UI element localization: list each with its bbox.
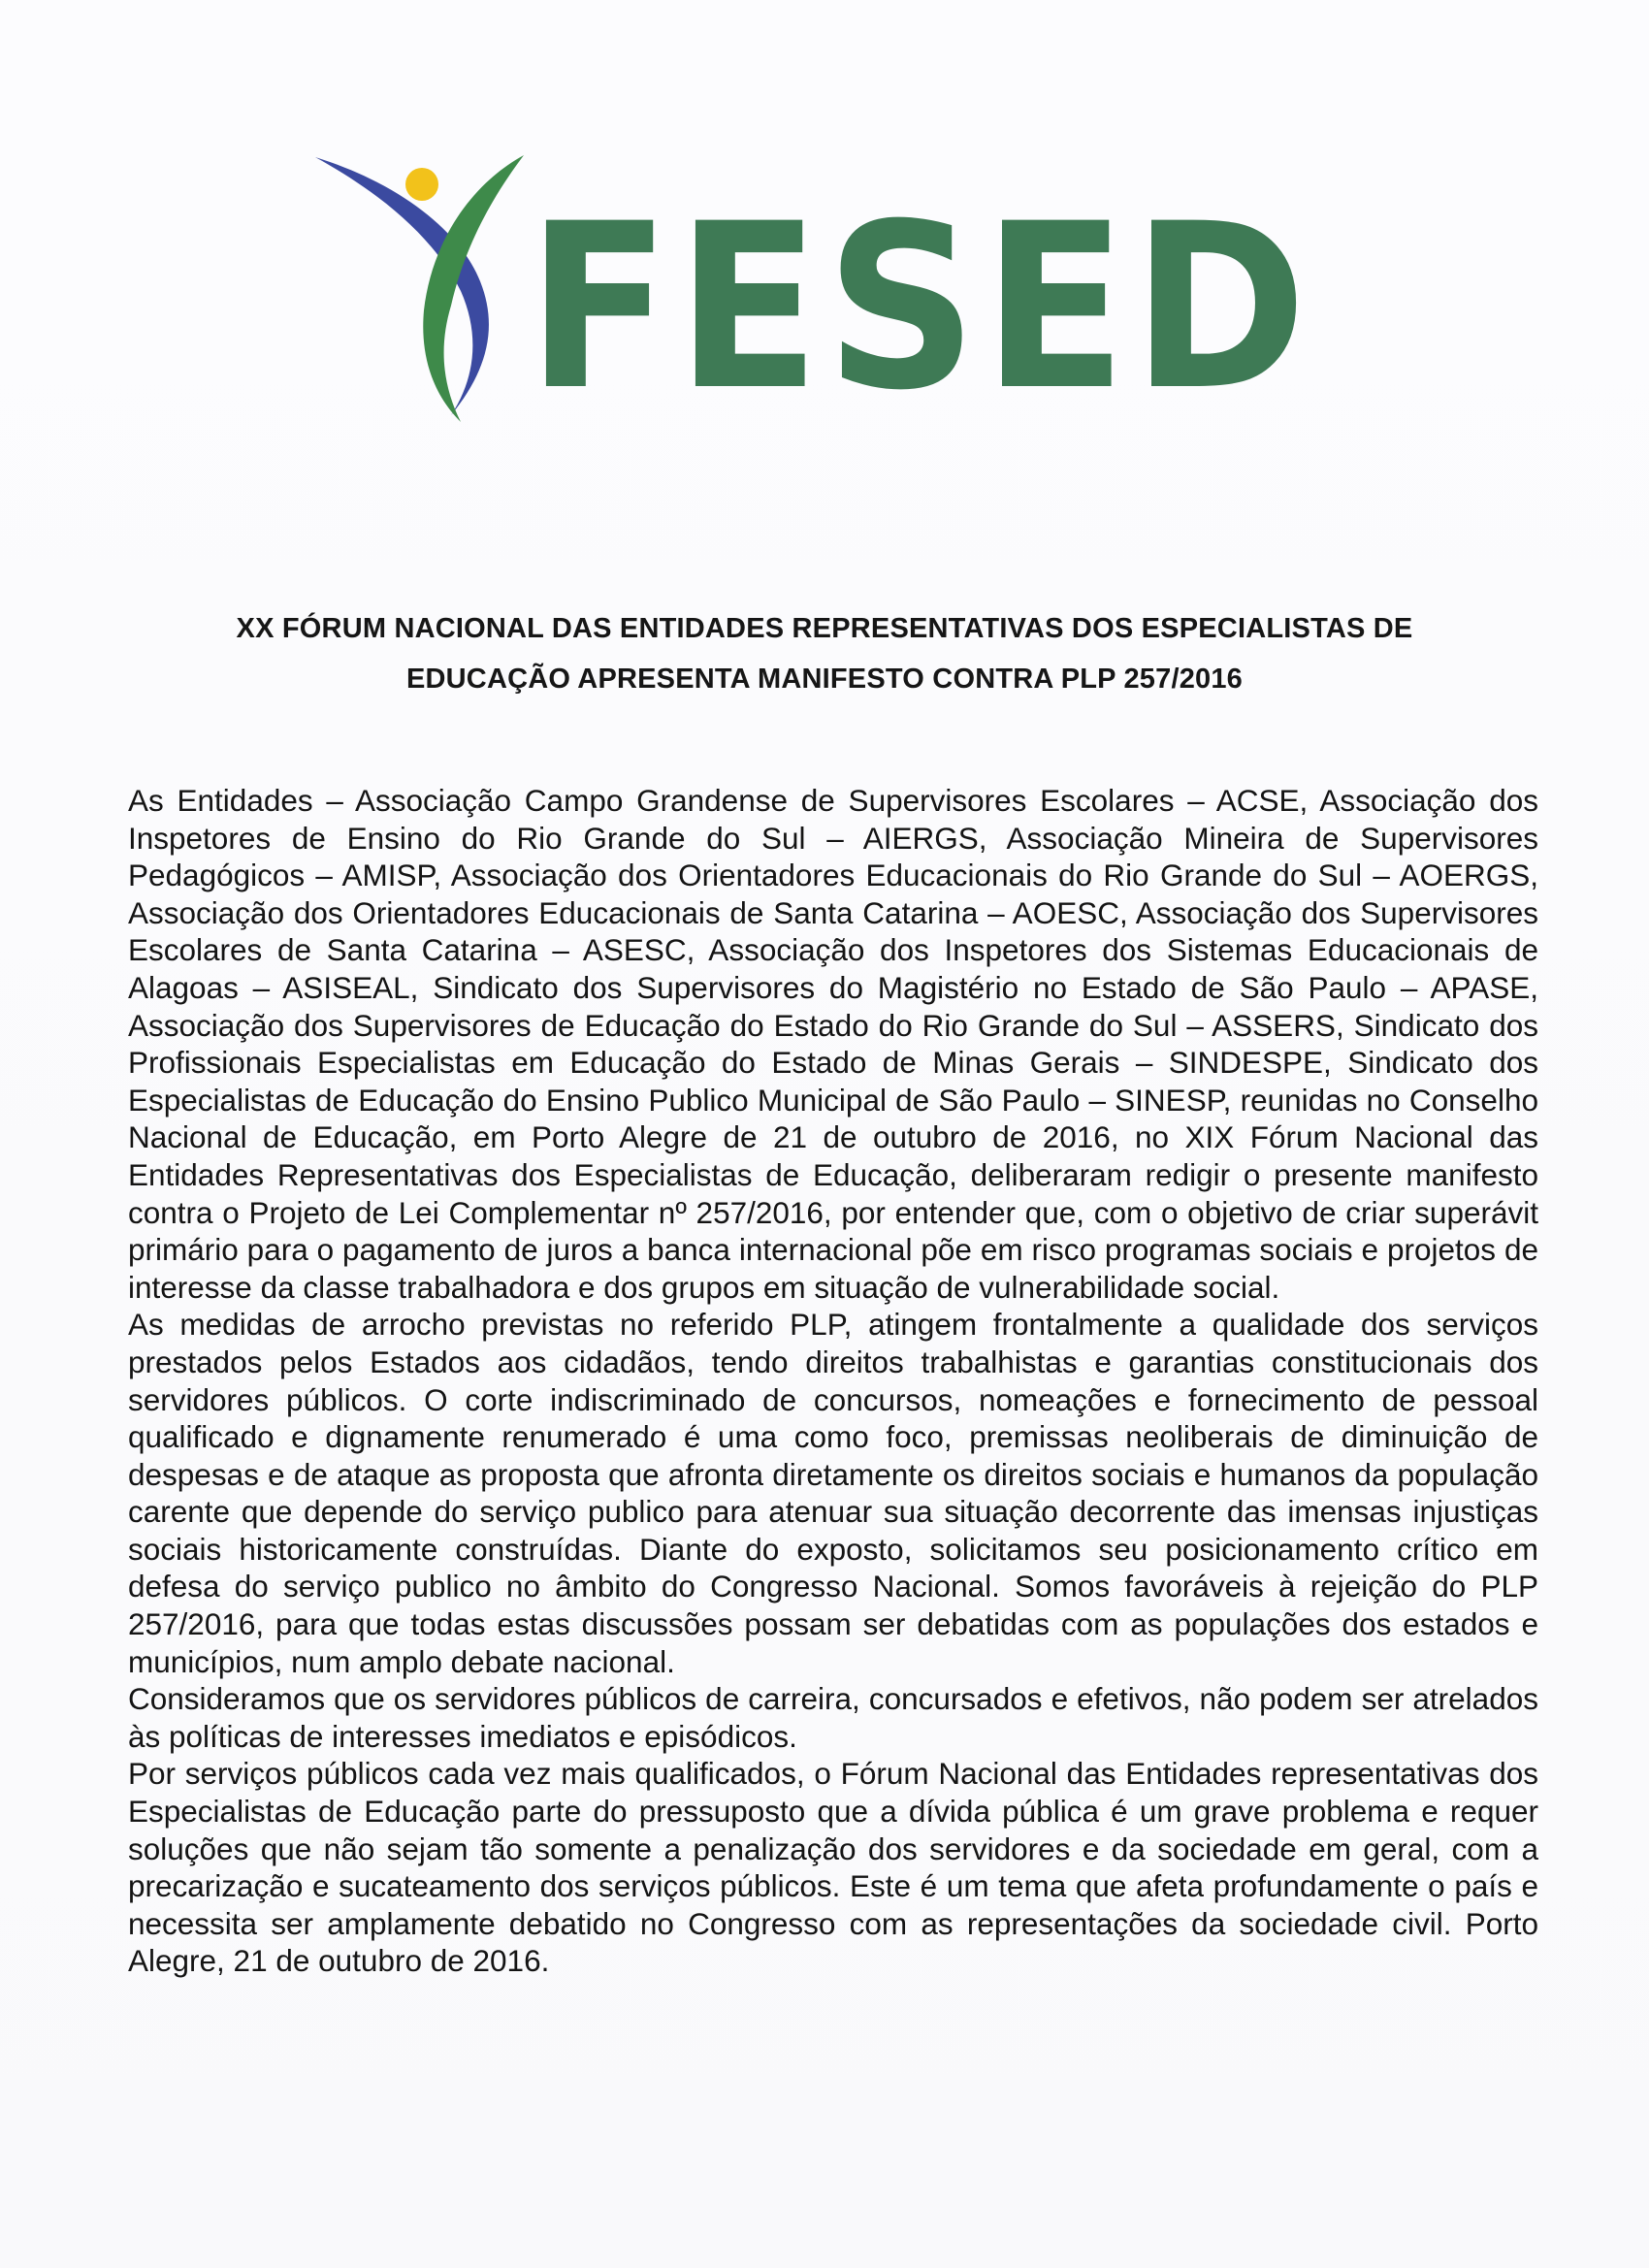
- headline-line-2: EDUCAÇÃO APRESENTA MANIFESTO CONTRA PLP 257/2016: [405, 664, 1244, 695]
- manifesto-body: [128, 782, 1538, 1980]
- paragraph-entities: As Entidades – Associação Campo Grandense de Supervisores Escolares – ACSE, Associação dos Inspetores de Ensino do Rio Grande do Sul – AIERGS, Associação Mineira de Supervisores Pedagógicos – AMISP, Associação dos Orientadores Educacionais do Rio Grande do Sul – AOERGS, Associação dos Orientadores Educacionais de Santa Catarina – AOESC, Associação dos Supervisores Escolares de Santa Catarina – ASESC, Associação dos Inspetores dos Sistemas Educacionais de Alagoas – ASISEAL, Sindicato dos Supervisores do Magistério no Estado de São Paulo – APASE, Associação dos Supervisores de Educação do Estado do Rio Grande do Sul – ASSERS, Sindicato dos Profissionais Especialistas em Educação do Estado de Minas Gerais – SINDESPE, Sindicato dos Especialistas de Educação do Ensino Publico Municipal de São Paulo – SINESP, reunidas no Conselho Nacional de Educação, em Porto Alegre de 21 de outubro de 2016, no XIX Fórum Nacional das Entidades Representativas dos Especialistas de Educação, deliberaram redigir o presente manifesto contra o Projeto de Lei Complementar nº 257/2016, por entender que, com o objetivo de criar superávit primário para o pagamento de juros a banca internacional põe em risco programas sociais e projetos de interesse da classe trabalhadora e dos grupos em situação de vulnerabilidade social.: [128, 783, 1538, 1305]
- paragraph-conclusion: Por serviços públicos cada vez mais qualificados, o Fórum Nacional das Entidades representativas dos Especialistas de Educação parte do pressuposto que a dívida pública é um grave problema e requer soluções que não sejam tão somente a penalização dos servidores e da sociedade em geral, com a precarização e sucateamento dos serviços públicos. Este é um tema que afeta profundamente o país e necessita ser amplamente debatido no Congresso com as representações da sociedade civil. Porto Alegre, 21 de outubro de 2016.: [128, 1756, 1538, 1979]
- headline-line-1: XX FÓRUM NACIONAL DAS ENTIDADES REPRESENTATIVAS DOS ESPECIALISTAS DE: [236, 613, 1413, 644]
- logo-wordmark: FESED: [527, 176, 1312, 427]
- fesed-logo: [315, 146, 1324, 427]
- logo-figure-left-icon: [315, 157, 489, 415]
- paragraph-servants: Consideramos que os servidores públicos de carreira, concursados e efetivos, não podem ser atrelados às políticas de interesses imediatos e episódicos.: [128, 1681, 1538, 1754]
- logo-head-icon: [405, 168, 438, 201]
- paragraph-measures: As medidas de arrocho previstas no referido PLP, atingem frontalmente a qualidade dos serviços prestados pelos Estados aos cidadãos, tendo direitos trabalhistas e garantias constitucionais dos servidores públicos. O corte indiscriminado de concursos, nomeações e fornecimento de pessoal qualificado e dignamente renumerado é uma como foco, premissas neoliberais de diminuição de despesas e de ataque as proposta que afronta diretamente os direitos sociais e humanos da população carente que depende do serviço publico para atenuar sua situação decorrente das imensas injustiças sociais historicamente construídas. Diante do exposto, solicitamos seu posicionamento crítico em defesa do serviço publico no âmbito do Congresso Nacional. Somos favoráveis à rejeição do PLP 257/2016, para que todas estas discussões possam ser debatidas com as populações dos estados e municípios, num amplo debate nacional.: [128, 1307, 1538, 1679]
- document-headline: [136, 603, 1513, 704]
